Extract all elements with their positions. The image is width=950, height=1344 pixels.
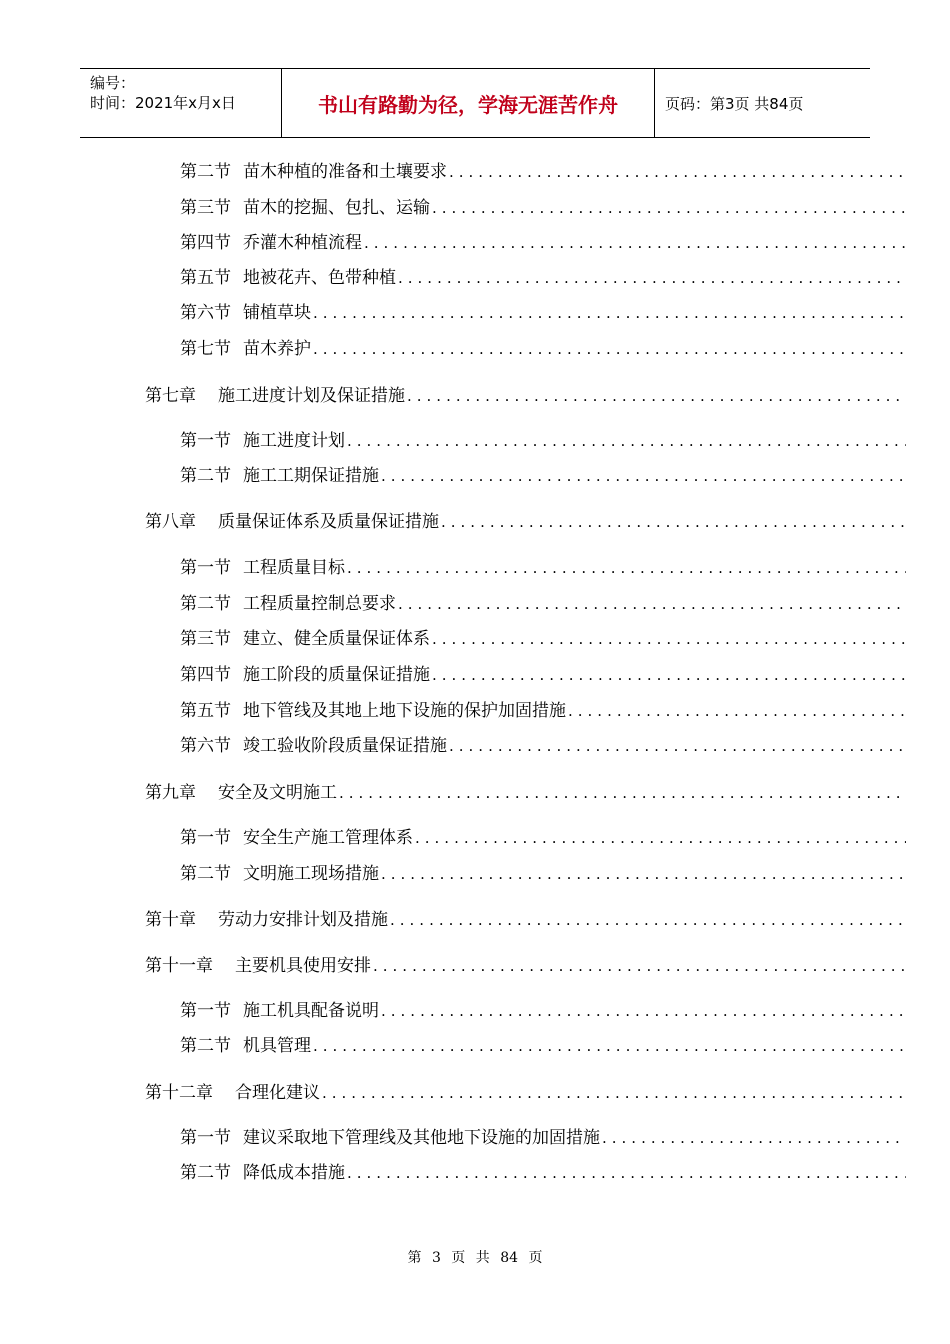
toc-entry-number: 第一节 [180, 1001, 231, 1021]
toc-section-entry[interactable] [180, 266, 906, 290]
toc-dot-leader [407, 384, 906, 408]
toc-entry-number: 第五节 [180, 268, 231, 288]
toc-entry-title: 施工阶段的质量保证措施 [243, 665, 430, 685]
page-footer: 第 3 页 共 84 页 [407, 1250, 543, 1266]
toc-section-entry[interactable] [180, 862, 906, 886]
toc-section-entry[interactable] [180, 429, 906, 453]
toc-dot-leader [449, 160, 906, 184]
toc-dot-leader [415, 826, 906, 850]
toc-dot-leader [568, 699, 906, 723]
toc-entry-number: 第七节 [180, 339, 231, 359]
toc-entry-number: 第六节 [180, 736, 231, 756]
toc-entry-number: 第二节 [180, 1163, 231, 1183]
toc-entry-number: 第九章 [145, 783, 196, 803]
toc-entry-number: 第四节 [180, 233, 231, 253]
toc-section-entry[interactable] [180, 464, 906, 488]
toc-section-entry[interactable] [180, 196, 906, 220]
toc-dot-leader [347, 556, 906, 580]
toc-section-entry[interactable] [180, 699, 906, 723]
toc-dot-leader [339, 781, 906, 805]
toc-entry-title: 机具管理 [243, 1036, 311, 1056]
toc-dot-leader [432, 663, 906, 687]
toc-dot-leader [381, 464, 906, 488]
toc-entry-number: 第二节 [180, 1036, 231, 1056]
toc-entry-title: 劳动力安排计划及措施 [218, 910, 388, 930]
toc-dot-leader [364, 231, 906, 255]
toc-entry-title: 苗木的挖掘、包扎、运输 [243, 198, 430, 218]
toc-dot-leader [347, 1161, 906, 1185]
toc-section-entry[interactable] [180, 1126, 906, 1150]
toc-entry-title: 安全生产施工管理体系 [243, 828, 413, 848]
toc-entry-title: 施工进度计划 [243, 431, 345, 451]
toc-dot-leader [449, 734, 906, 758]
toc-dot-leader [313, 337, 906, 361]
toc-entry-title: 安全及文明施工 [218, 783, 337, 803]
toc-chapter-entry[interactable] [145, 384, 906, 408]
toc-entry-title: 苗木种植的准备和土壤要求 [243, 162, 447, 182]
toc-entry-number: 第四节 [180, 665, 231, 685]
toc-chapter-entry[interactable] [145, 781, 906, 805]
toc-dot-leader [373, 954, 906, 978]
toc-entry-title: 施工进度计划及保证措施 [218, 386, 405, 406]
toc-entry-title: 降低成本措施 [243, 1163, 345, 1183]
toc-dot-leader [602, 1126, 906, 1150]
toc-dot-leader [390, 908, 906, 932]
toc-dot-leader [432, 627, 906, 651]
toc-section-entry[interactable] [180, 663, 906, 687]
toc-entry-number: 第一节 [180, 431, 231, 451]
toc-dot-leader [398, 266, 906, 290]
toc-dot-leader [432, 196, 906, 220]
toc-entry-number: 第十一章 [145, 956, 213, 976]
toc-entry-number: 第二节 [180, 864, 231, 884]
toc-section-entry[interactable] [180, 627, 906, 651]
toc-chapter-entry[interactable] [145, 510, 906, 534]
toc-entry-title: 文明施工现场措施 [243, 864, 379, 884]
toc-section-entry[interactable] [180, 160, 906, 184]
toc-entry-title: 施工工期保证措施 [243, 466, 379, 486]
header-meta [80, 69, 282, 137]
toc-entry-title: 工程质量目标 [243, 558, 345, 578]
toc-entry-number: 第三节 [180, 629, 231, 649]
toc-entry-title: 建立、健全质量保证体系 [243, 629, 430, 649]
toc-dot-leader [347, 429, 906, 453]
toc-entry-number: 第一节 [180, 1128, 231, 1148]
toc-section-entry[interactable] [180, 734, 906, 758]
toc-entry-title: 建议采取地下管理线及其他地下设施的加固措施 [243, 1128, 600, 1148]
header-page-info: 页码：第3页 共84页 [665, 94, 804, 113]
toc-entry-number: 第六节 [180, 303, 231, 323]
toc-section-entry[interactable] [180, 301, 906, 325]
toc-chapter-entry[interactable] [145, 908, 906, 932]
toc-entry-title: 地被花卉、色带种植 [243, 268, 396, 288]
toc-entry-title: 苗木养护 [243, 339, 311, 359]
toc-entry-number: 第八章 [145, 512, 196, 532]
toc-section-entry[interactable] [180, 592, 906, 616]
toc-section-entry[interactable] [180, 337, 906, 361]
toc-dot-leader [313, 301, 906, 325]
toc-entry-number: 第十章 [145, 910, 196, 930]
toc-section-entry[interactable] [180, 556, 906, 580]
toc-section-entry[interactable] [180, 826, 906, 850]
page-header [80, 68, 870, 138]
toc-dot-leader [398, 592, 906, 616]
toc-dot-leader [441, 510, 906, 534]
toc-entry-title: 工程质量控制总要求 [243, 594, 396, 614]
toc-entry-title: 乔灌木种植流程 [243, 233, 362, 253]
toc-entry-number: 第一节 [180, 558, 231, 578]
toc-entry-number: 第十二章 [145, 1083, 213, 1103]
header-motto: 书山有路勤为径，学海无涯苦作舟 [282, 69, 655, 137]
toc-dot-leader [322, 1081, 906, 1105]
toc-entry-title: 主要机具使用安排 [235, 956, 371, 976]
toc-entry-title: 铺植草块 [243, 303, 311, 323]
document-date: 时间：2021年x月x日 [90, 94, 236, 112]
toc-section-entry[interactable] [180, 999, 906, 1023]
toc-entry-title: 竣工验收阶段质量保证措施 [243, 736, 447, 756]
toc-section-entry[interactable] [180, 1034, 906, 1058]
toc-dot-leader [381, 862, 906, 886]
toc-entry-title: 施工机具配备说明 [243, 1001, 379, 1021]
toc-entry-number: 第七章 [145, 386, 196, 406]
toc-entry-number: 第二节 [180, 594, 231, 614]
toc-dot-leader [381, 999, 906, 1023]
toc-chapter-entry[interactable] [145, 954, 906, 978]
toc-entry-title: 合理化建议 [235, 1083, 320, 1103]
toc-entry-title: 地下管线及其地上地下设施的保护加固措施 [243, 701, 566, 721]
toc-entry-number: 第一节 [180, 828, 231, 848]
toc-section-entry[interactable] [180, 1161, 906, 1185]
toc-entry-number: 第二节 [180, 162, 231, 182]
toc-entry-number: 第五节 [180, 701, 231, 721]
toc-entry-number: 第二节 [180, 466, 231, 486]
toc-entry-title: 质量保证体系及质量保证措施 [218, 512, 439, 532]
document-number-label: 编号： [90, 74, 136, 92]
toc-entry-number: 第三节 [180, 198, 231, 218]
toc-chapter-entry[interactable] [145, 1081, 906, 1105]
toc-dot-leader [313, 1034, 906, 1058]
toc-section-entry[interactable] [180, 231, 906, 255]
